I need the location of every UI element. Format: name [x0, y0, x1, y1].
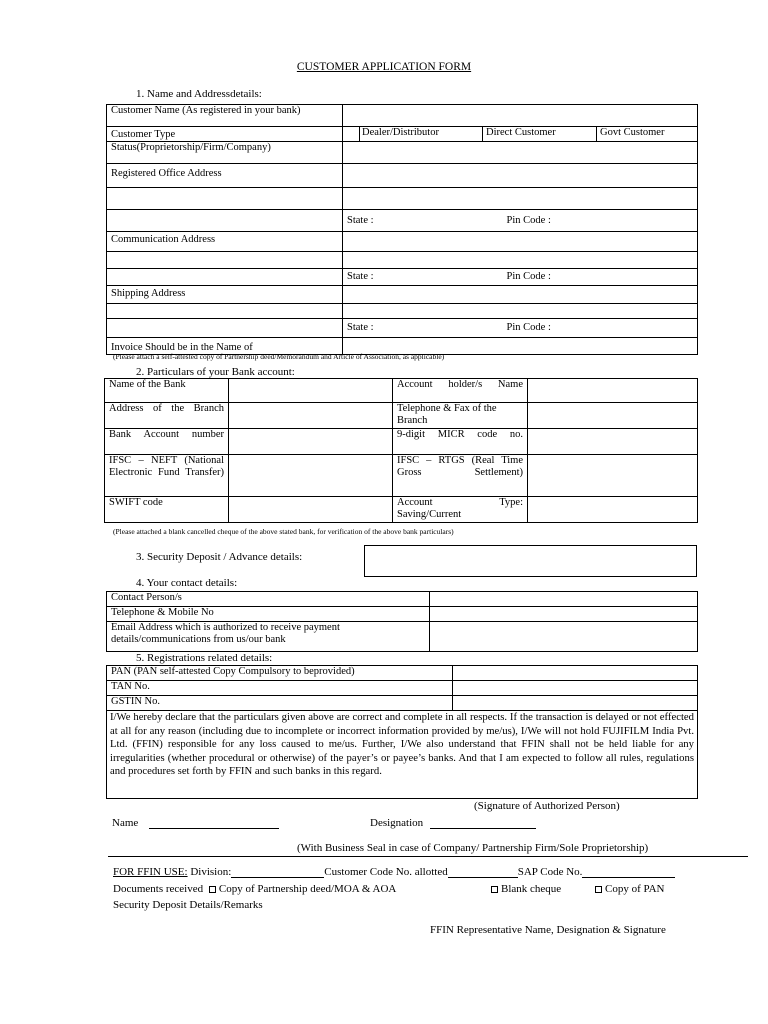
- ifsc-neft-label: IFSC – NEFT (National Electronic Fund Transfer): [105, 455, 229, 497]
- ffin-use-label: FOR FFIN USE:: [113, 866, 188, 878]
- security-deposit-field[interactable]: [364, 545, 697, 577]
- customer-name-label: Customer Name (As registered in your bank): [107, 105, 343, 127]
- branch-address-field[interactable]: [229, 403, 393, 429]
- account-number-field[interactable]: [229, 429, 393, 455]
- communication-address-label: Communication Address: [107, 232, 343, 252]
- bank-account-table: [104, 378, 698, 523]
- customer-name-field[interactable]: [343, 105, 698, 127]
- name-line[interactable]: [149, 816, 279, 829]
- bank-name-field[interactable]: [229, 379, 393, 403]
- shipping-address-field[interactable]: [343, 286, 698, 304]
- micr-field[interactable]: [528, 429, 698, 455]
- govt-customer-option[interactable]: Govt Customer: [600, 127, 665, 138]
- tan-label: TAN No.: [107, 681, 453, 696]
- section-2-heading: 2. Particulars of your Bank account:: [136, 366, 295, 378]
- checkbox-copy-of-pan[interactable]: [595, 886, 602, 893]
- invoice-name-label: Invoice Should be in the Name of: [107, 338, 343, 355]
- gstin-label: GSTIN No.: [107, 696, 453, 711]
- email-address-field[interactable]: [430, 622, 698, 652]
- tan-field[interactable]: [453, 681, 698, 696]
- communication-address-field[interactable]: [343, 232, 698, 252]
- account-holder-field[interactable]: [528, 379, 698, 403]
- status-label: Status(Proprietorship/Firm/Company): [107, 142, 343, 164]
- pin-code-label: Pin Code :: [506, 214, 551, 226]
- shipping-address-field-2[interactable]: [343, 304, 698, 319]
- telephone-fax-label: Telephone & Fax of the Branch: [393, 403, 528, 429]
- direct-customer-option[interactable]: Direct Customer: [483, 127, 597, 141]
- signature-caption: (Signature of Authorized Person): [474, 800, 620, 812]
- declaration-text: I/We hereby declare that the particulars given above are correct and complete in all respects. If the transaction is delayed or not effected at all for any reason (including due to incomplete or incorrect information provided by me/us), I/We will not hold FUJIFILM India Pvt. Ltd. (FFIN) responsible for any loss caused to me/us. Further, I/We also understand that FFIN shall not be held liable for any irregularities (whether procedural or otherwise) of the payer’s or payee’s banks. And that I am expected to follow all rules, regulations and procedures set forth by FFIN and such banks in this regard.: [107, 711, 698, 799]
- security-deposit-remarks-label: Security Deposit Details/Remarks: [113, 899, 263, 911]
- form-title: CUSTOMER APPLICATION FORM: [296, 61, 472, 73]
- telephone-fax-field[interactable]: [528, 403, 698, 429]
- name-label: Name: [112, 817, 139, 829]
- registered-office-field-2[interactable]: [343, 188, 698, 210]
- documents-received-label: Documents received: [113, 883, 204, 895]
- section-4-heading: 4. Your contact details:: [136, 577, 238, 589]
- designation-label: Designation: [370, 817, 424, 829]
- checkbox-partnership-deed[interactable]: [209, 886, 216, 893]
- attachment-note-2: (Please attached a blank cancelled cheque of the above stated bank, for verification of the above bank particulars): [113, 527, 454, 536]
- section-1-heading: 1. Name and Addressdetails:: [136, 88, 262, 100]
- state-label: State :: [347, 271, 374, 282]
- sap-code-line[interactable]: [582, 865, 675, 878]
- doc-blank-cheque-label: Blank cheque: [501, 883, 562, 895]
- ffin-representative-label: FFIN Representative Name, Designation & Signature: [430, 924, 666, 936]
- registered-office-field[interactable]: [343, 164, 698, 188]
- account-holder-label: Account holder/s Name: [393, 379, 528, 403]
- divider: [108, 856, 748, 857]
- account-number-label: Bank Account number: [105, 429, 229, 455]
- pan-label: PAN (PAN self-attested Copy Compulsory to beprovided): [107, 666, 453, 681]
- dealer-option[interactable]: Dealer/Distributor: [359, 127, 483, 141]
- checkbox-blank-cheque[interactable]: [491, 886, 498, 893]
- doc-partnership-deed-label: Copy of Partnership deed/MOA & AOA: [218, 883, 397, 895]
- micr-label: 9-digit MICR code no.: [393, 429, 528, 455]
- telephone-mobile-label: Telephone & Mobile No: [107, 607, 430, 622]
- ifsc-neft-field[interactable]: [229, 455, 393, 497]
- division-line[interactable]: [231, 865, 324, 878]
- contact-person-field[interactable]: [430, 592, 698, 607]
- business-seal-note: (With Business Seal in case of Company/ Partnership Firm/Sole Proprietorship): [297, 842, 649, 854]
- section-5-heading: 5. Registrations related details:: [136, 652, 273, 664]
- account-type-label: Account Type: Saving/Current: [393, 497, 528, 523]
- sap-code-label: SAP Code No.: [517, 866, 583, 878]
- swift-code-field[interactable]: [229, 497, 393, 523]
- registered-office-label: Registered Office Address: [107, 164, 343, 188]
- bank-name-label: Name of the Bank: [105, 379, 229, 403]
- pan-field[interactable]: [453, 666, 698, 681]
- customer-type-label: Customer Type: [107, 127, 343, 142]
- section-3-heading: 3. Security Deposit / Advance details:: [136, 551, 303, 563]
- ifsc-rtgs-field[interactable]: [528, 455, 698, 497]
- state-label: State :: [347, 322, 374, 333]
- division-label: Division:: [187, 866, 232, 878]
- name-address-table: [106, 104, 698, 355]
- account-type-field[interactable]: [528, 497, 698, 523]
- gstin-field[interactable]: [453, 696, 698, 711]
- email-address-label: Email Address which is authorized to receive payment details/communications from us/our bank: [107, 622, 430, 652]
- pin-code-label: Pin Code :: [506, 271, 551, 282]
- branch-address-label: Address of the Branch: [105, 403, 229, 429]
- attachment-note-1: (Please attach a self-attested copy of Partnership deed/Memorandum and Article of Association, as applicable): [113, 352, 445, 361]
- swift-code-label: SWIFT code: [105, 497, 229, 523]
- customer-code-label: Customer Code No. allotted: [324, 866, 448, 878]
- state-label: State :: [347, 214, 374, 226]
- ifsc-rtgs-label: IFSC – RTGS (Real Time Gross Settlement): [393, 455, 528, 497]
- pin-code-label: Pin Code :: [506, 322, 551, 333]
- customer-code-line[interactable]: [448, 865, 518, 878]
- designation-line[interactable]: [430, 816, 536, 829]
- doc-copy-of-pan-label: Copy of PAN: [605, 883, 665, 895]
- contact-details-table: [106, 591, 698, 652]
- registration-details-table: [106, 665, 698, 799]
- contact-person-label: Contact Person/s: [107, 592, 430, 607]
- communication-address-field-2[interactable]: [343, 252, 698, 269]
- shipping-address-label: Shipping Address: [107, 286, 343, 304]
- telephone-mobile-field[interactable]: [430, 607, 698, 622]
- status-field[interactable]: [343, 142, 698, 164]
